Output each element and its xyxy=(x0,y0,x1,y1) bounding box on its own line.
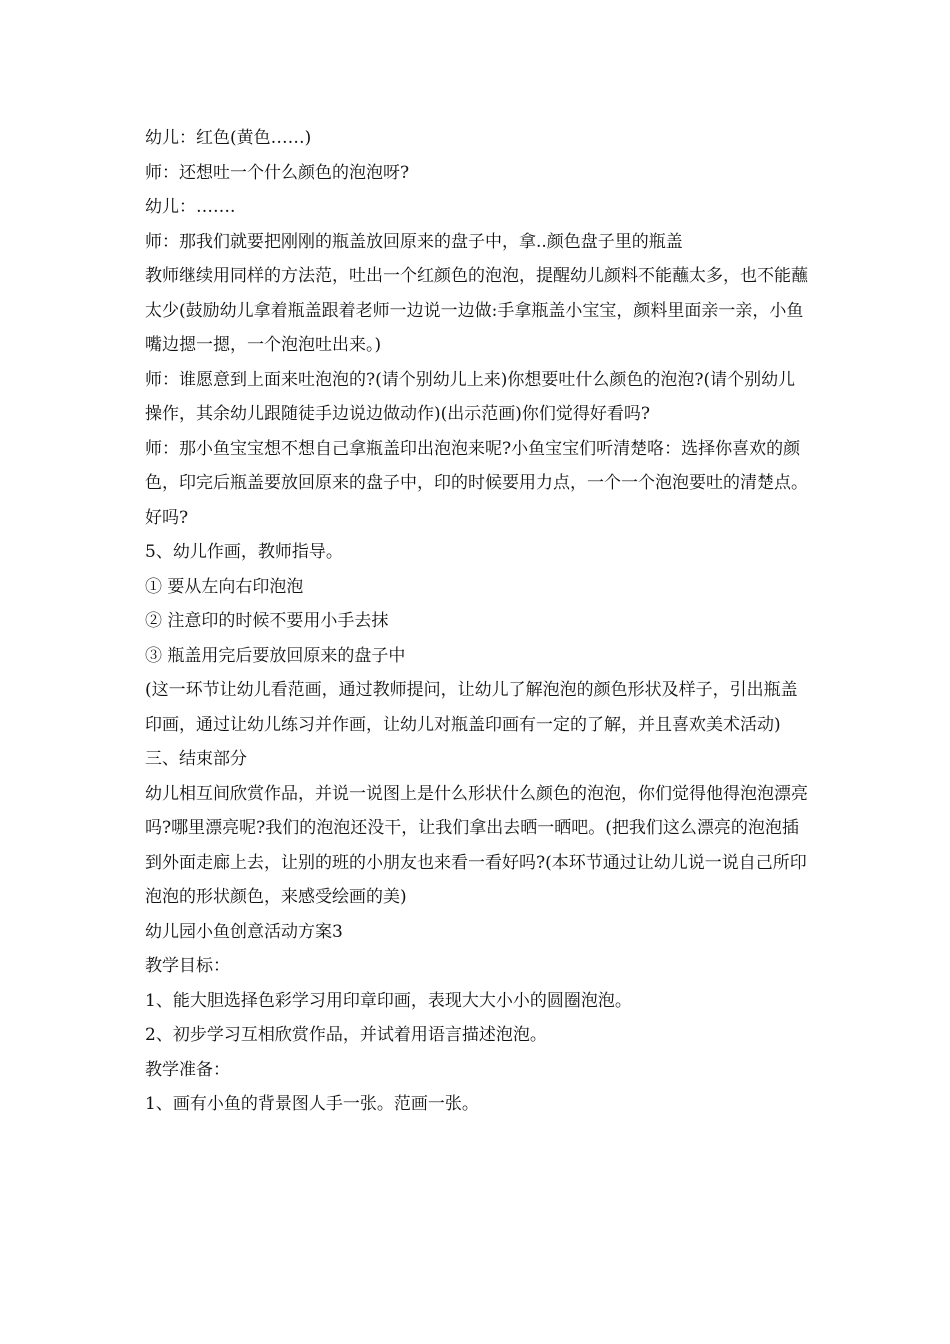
rule-item-1: ① 要从左向右印泡泡 xyxy=(145,576,304,597)
paragraph-teacher-invite: 师：谁愿意到上面来吐泡泡的?(请个别幼儿上来)你想要吐什么颜色的泡泡?(请个别幼儿操作，其余幼儿跟随徒手边说边做动作)(出示范画)你们觉得好看吗? xyxy=(145,369,796,424)
rule-item-2: ② 注意印的时候不要用小手去抹 xyxy=(145,611,389,631)
section-heading-ending: 三、结束部分 xyxy=(145,749,247,769)
dialogue-line-teacher-instruction: 师：那我们就要把刚刚的瓶盖放回原来的盘子中，拿..颜色盘子里的瓶盖 xyxy=(145,231,683,252)
goal-item-1: 1、能大胆选择色彩学习用印章印画，表现大大小小的圆圈泡泡。 xyxy=(145,990,632,1011)
paragraph-section-note: (这一环节让幼儿看范画，通过教师提问，让幼儿了解泡泡的颜色形状及样子，引出瓶盖印画，通过让幼儿练习并作画，让幼儿对瓶盖印画有一定的了解，并且喜欢美术活动) xyxy=(145,680,798,735)
paragraph-teacher-demo: 教师继续用同样的方法范，吐出一个红颜色的泡泡，提醒幼儿颜料不能蘸太多，也不能蘸太少(鼓励幼儿拿着瓶盖跟着老师一边说一边做:手拿瓶盖小宝宝，颜料里面亲一亲，小鱼嘴边摁一摁，一个泡泡吐出来。) xyxy=(145,266,808,355)
preparation-item-1: 1、画有小鱼的背景图人手一张。范画一张。 xyxy=(145,1094,479,1114)
dialogue-line-child-reply: 幼儿：……. xyxy=(145,197,236,217)
document-body xyxy=(145,121,810,1122)
heading-teaching-goals: 教学目标： xyxy=(145,956,230,976)
dialogue-line-child-answer: 幼儿：红色(黄色……) xyxy=(145,128,312,148)
dialogue-line-teacher-question: 师：还想吐一个什么颜色的泡泡呀? xyxy=(145,162,410,183)
step-heading-children-painting: 5、幼儿作画，教师指导。 xyxy=(145,542,343,562)
rule-item-3: ③ 瓶盖用完后要放回原来的盘子中 xyxy=(145,645,406,666)
goal-item-2: 2、初步学习互相欣赏作品，并试着用语言描述泡泡。 xyxy=(145,1025,547,1045)
plan-title: 幼儿园小鱼创意活动方案3 xyxy=(145,921,343,942)
paragraph-ending-activity: 幼儿相互间欣赏作品，并说一说图上是什么形状什么颜色的泡泡，你们觉得他得泡泡漂亮吗?哪里漂亮呢?我们的泡泡还没干，让我们拿出去晒一晒吧。(把我们这么漂亮的泡泡插到外面走廊上去，让别的班的小朋友也来看一看好吗?(本环节通过让幼儿说一说自己所印泡泡的形状颜色，来感受绘画的美) xyxy=(145,783,808,907)
paragraph-teacher-guidance: 师：那小鱼宝宝想不想自己拿瓶盖印出泡泡来呢?小鱼宝宝们听清楚咯：选择你喜欢的颜色，印完后瓶盖要放回原来的盘子中，印的时候要用力点，一个一个泡泡要吐的清楚点。好吗? xyxy=(145,438,808,528)
heading-teaching-preparation: 教学准备： xyxy=(145,1059,230,1080)
